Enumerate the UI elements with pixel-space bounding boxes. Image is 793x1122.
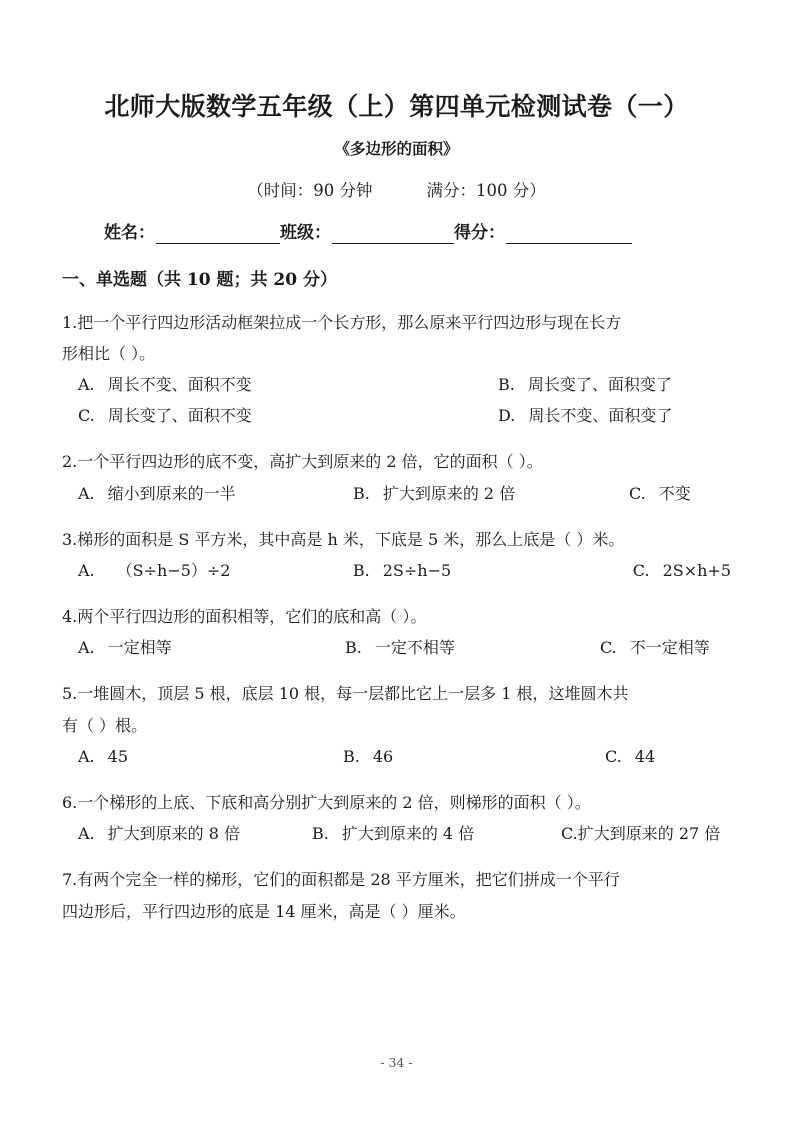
option-1-a-mark: A. [78,374,95,394]
question-1-text-line-2: 形相比（ ）。 [62,343,156,363]
option-4-b-mark: B. [345,638,362,658]
option-4-b[interactable] [345,632,600,663]
question-5-text-line-2: 有（ ）根。 [62,715,148,735]
option-2-b-text: 扩大到原来的 2 倍 [382,483,516,503]
option-6-c[interactable] [561,818,720,849]
question-2 [62,431,731,508]
question-7-text-line-2: 四边形后，平行四边形的底是 14 厘米，高是（ ）厘米。 [62,901,466,921]
question-7 [62,849,731,926]
option-2-a-text: 缩小到原来的一半 [107,483,236,503]
option-1-c-text: 周长变了、面积不变 [107,406,252,426]
option-5-a[interactable] [78,741,343,772]
option-2-c[interactable] [629,478,691,509]
name-label: 姓名： [104,223,155,244]
exam-meta-line [62,159,731,201]
option-6-b-text: 扩大到原来的 4 倍 [341,824,475,844]
option-5-b-text: 46 [372,746,394,766]
option-5-b-mark: B. [343,746,360,766]
score-field[interactable] [454,222,632,244]
option-5-b[interactable] [343,741,605,772]
page-number: - 34 - [380,1055,413,1070]
option-3-b-text: 2S÷h−5 [382,560,452,580]
option-2-a[interactable] [78,478,353,509]
option-3-a-text: （S÷h−5）÷2 [116,560,231,580]
option-3-a[interactable] [78,555,353,586]
question-4-options-row [62,632,731,663]
option-2-a-mark: A. [78,483,95,503]
option-1-d-text: 周长不变、面积变了 [528,406,673,426]
question-1-options-row-2 [62,400,731,431]
option-3-b[interactable] [353,555,633,586]
question-3-text-line-1: 3.梯形的面积是 S 平方米，其中高是 h 米，下底是 5 米，那么上底是（ ）米。 [62,529,625,549]
option-4-b-text: 一定不相等 [374,638,455,658]
option-2-b-mark: B. [353,483,370,503]
option-6-a-text: 扩大到原来的 8 倍 [107,824,240,844]
option-6-b-mark: B. [312,824,329,844]
score-label: 得分： [454,223,505,244]
question-7-text-line-1: 7.有两个完全一样的梯形，它们的面积都是 28 平方厘米，把它们拼成一个平行 [62,870,620,890]
page-footer [0,1055,793,1070]
option-4-c[interactable] [600,632,710,663]
option-4-a-text: 一定相等 [107,638,172,658]
option-5-c-mark: C. [605,746,622,766]
score-input-rule[interactable] [506,230,632,244]
option-2-b[interactable] [353,478,629,509]
student-info-line [62,200,731,244]
question-5-text-line-1: 5.一堆圆木，顶层 5 根，底层 10 根，每一层都比它上一层多 1 根，这堆圆木共 [62,684,629,704]
name-field[interactable] [104,222,280,244]
class-label: 班级： [280,223,331,244]
option-4-c-text: 不一定相等 [629,638,710,658]
class-field[interactable] [280,222,454,244]
option-6-c-text: 扩大到原来的 27 倍 [577,824,721,844]
exam-time: （时间：90 分钟 [247,180,373,200]
option-1-a-text: 周长不变、面积不变 [107,374,252,394]
option-2-c-text: 不变 [658,483,691,503]
option-5-a-text: 45 [107,746,128,766]
question-3 [62,509,731,586]
option-5-a-mark: A. [78,746,95,766]
option-6-a-mark: A. [78,824,95,844]
question-6 [62,772,731,849]
question-1-options-row-1 [62,369,731,400]
question-4-text-line-1: 4.两个平行四边形的面积相等，它们的底和高（ ）。 [62,607,427,627]
option-1-b[interactable] [498,369,672,400]
option-3-c[interactable] [633,555,731,586]
page-subtitle: 《多边形的面积》 [334,139,459,158]
question-1 [62,292,731,432]
option-1-c-mark: C. [78,406,95,426]
section-heading-single-choice: 一、单选题（共 10 题；共 20 分） [62,270,337,291]
option-6-b[interactable] [312,818,561,849]
option-3-b-mark: B. [352,560,370,580]
option-4-c-mark: C. [600,638,617,658]
option-3-c-mark: C. [632,560,650,580]
question-2-text-line-1: 2.一个平行四边形的底不变，高扩大到原来的 2 倍，它的面积（ ）。 [62,452,543,472]
question-2-options-row [62,478,731,509]
option-2-c-mark: C. [629,483,646,503]
class-input-rule[interactable] [332,230,454,244]
option-1-d[interactable] [498,400,672,431]
option-1-b-mark: B. [498,374,515,394]
option-5-c[interactable] [605,741,655,772]
option-5-c-text: 44 [634,746,656,766]
option-1-a[interactable] [78,369,498,400]
option-1-b-text: 周长变了、面积变了 [527,374,672,394]
option-1-c[interactable] [78,400,498,431]
option-6-c-mark: C. [561,824,578,844]
question-5 [62,663,731,772]
exam-total-score: 满分：100 分） [426,180,546,200]
question-6-text-line-1: 6.一个梯形的上底、下底和高分别扩大到原来的 2 倍，则梯形的面积（ ）。 [62,793,591,813]
question-4 [62,586,731,663]
question-3-options-row [62,555,731,586]
option-4-a[interactable] [78,632,345,663]
option-3-c-text: 2S×h+5 [662,560,731,580]
question-1-text-line-1: 1.把一个平行四边形活动框架拉成一个长方形，那么原来平行四边形与现在长方 [62,312,622,332]
page-title: 北师大版数学五年级（上）第四单元检测试卷（一） [104,92,689,121]
option-3-a-mark: A. [78,560,95,580]
option-4-a-mark: A. [78,638,95,658]
option-6-a[interactable] [78,818,312,849]
option-1-d-mark: D. [498,406,516,426]
name-input-rule[interactable] [156,230,280,244]
question-5-options-row [62,741,731,772]
question-6-options-row [62,818,731,849]
